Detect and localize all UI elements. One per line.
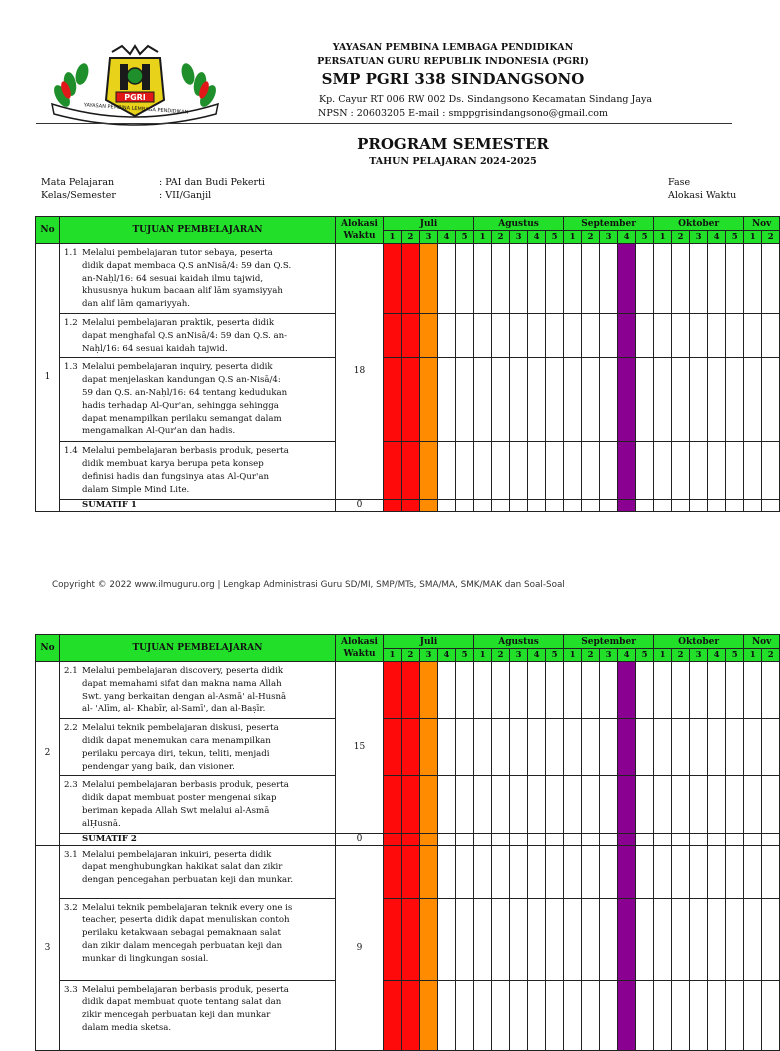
header-month: September [564, 217, 654, 231]
week-cell [744, 776, 762, 833]
tujuan-number: 1.4 [64, 446, 78, 457]
week-cell [726, 833, 744, 845]
week-cell [600, 719, 618, 776]
week-cell [546, 776, 564, 833]
week-cell [600, 898, 618, 980]
school-contact: NPSN : 20603205 E-mail : smppgrisindangsono@gmail.com [318, 108, 608, 119]
tujuan-cell [60, 845, 336, 898]
tujuan-text: Melalui pembelajaran inkuiri, peserta didik dapat menghubungkan hakikat salat dan zikir dengan pencegahan perbuatan keji dan munkar. [82, 849, 294, 886]
week-cell [438, 845, 456, 898]
week-cell [744, 314, 762, 358]
tujuan-cell [60, 898, 336, 980]
header-week: 3 [690, 231, 708, 244]
week-cell [474, 980, 492, 1050]
header-week: 2 [492, 231, 510, 244]
week-cell [636, 898, 654, 980]
week-cell [600, 776, 618, 833]
header-month: Oktober [654, 635, 744, 649]
header-week: 5 [546, 649, 564, 662]
week-cell [420, 833, 438, 845]
sumatif-label: SUMATIF 2 [60, 833, 336, 845]
week-cell [510, 845, 528, 898]
org-line-2: PERSATUAN GURU REPUBLIK INDONESIA (PGRI) [317, 56, 589, 67]
week-cell [744, 833, 762, 845]
week-cell [438, 980, 456, 1050]
mapel-label: Mata Pelajaran [41, 177, 115, 188]
header-month: Juli [384, 217, 474, 231]
week-cell [474, 898, 492, 980]
header-week: 2 [582, 231, 600, 244]
document-subtitle: TAHUN PELAJARAN 2024-2025 [369, 156, 537, 167]
week-cell [600, 845, 618, 898]
header-week: 1 [474, 649, 492, 662]
alokasi-label: Alokasi Waktu [668, 190, 737, 201]
week-cell [510, 898, 528, 980]
week-cell [762, 980, 780, 1050]
header-alokasi: Alokasi Waktu [336, 635, 384, 662]
week-cell [708, 662, 726, 719]
tujuan-cell [60, 980, 336, 1050]
week-cell [510, 662, 528, 719]
week-cell [690, 845, 708, 898]
header-no: No [36, 635, 60, 662]
header-week: 4 [528, 231, 546, 244]
header-month: September [564, 635, 654, 649]
header-week: 3 [420, 649, 438, 662]
week-cell [402, 833, 420, 845]
week-cell [762, 776, 780, 833]
week-cell [474, 719, 492, 776]
alokasi-cell: 18 [336, 244, 384, 500]
tujuan-text: Melalui teknik pembelajaran teknik every one is teacher, peserta didik dapat menuliskan contoh perilaku ketakwaan sebagai pemaknaan salat dan zikir dalam mencegah perbuatan keji dan munkar di lingkungan sosial. [82, 902, 293, 964]
week-cell [582, 845, 600, 898]
header-month: Nov [744, 635, 780, 649]
week-cell [672, 833, 690, 845]
week-cell [546, 719, 564, 776]
header-week: 1 [744, 231, 762, 244]
week-cell [672, 776, 690, 833]
week-cell [690, 898, 708, 980]
week-cell [600, 662, 618, 719]
week-cell [582, 719, 600, 776]
tujuan-text: Melalui pembelajaran praktik, peserta didik dapat menghafal Q.S anNisā/4: 59 dan Q.S. an-Naḥl/16: 64 sesuai kaidah tajwid. [82, 318, 288, 354]
week-cell [384, 719, 402, 776]
header-week: 1 [654, 649, 672, 662]
tujuan-number: 3.3 [64, 984, 78, 995]
week-cell [600, 980, 618, 1050]
header-week: 1 [564, 649, 582, 662]
week-cell [762, 499, 780, 511]
week-cell [492, 980, 510, 1050]
week-cell [420, 845, 438, 898]
week-cell [528, 776, 546, 833]
week-cell [726, 662, 744, 719]
week-cell [510, 719, 528, 776]
week-cell [708, 898, 726, 980]
week-cell [618, 833, 636, 845]
week-cell [762, 719, 780, 776]
table-row [36, 776, 780, 833]
header-week: 2 [402, 231, 420, 244]
alokasi-cell: 15 [336, 662, 384, 834]
header-week: 1 [384, 231, 402, 244]
week-cell [690, 719, 708, 776]
tujuan-number: 1.1 [64, 248, 78, 258]
week-cell [492, 833, 510, 845]
week-cell [564, 719, 582, 776]
week-cell [456, 845, 474, 898]
week-cell [744, 662, 762, 719]
week-cell [654, 662, 672, 719]
week-cell [726, 980, 744, 1050]
header-week: 4 [708, 649, 726, 662]
tujuan-cell [60, 662, 336, 719]
week-cell [618, 719, 636, 776]
week-cell [762, 358, 780, 442]
week-cell [744, 358, 762, 442]
week-cell [492, 662, 510, 719]
table-row [36, 898, 780, 980]
week-cell [546, 833, 564, 845]
week-cell [402, 845, 420, 898]
week-cell [744, 244, 762, 314]
logo-ribbon-text: YAYASAN PEMBINA LEMBAGA PENDIDIKAN [83, 102, 189, 116]
week-cell [636, 980, 654, 1050]
week-cell [672, 662, 690, 719]
week-cell [636, 833, 654, 845]
week-cell [474, 833, 492, 845]
header-week: 3 [420, 231, 438, 244]
week-cell [546, 980, 564, 1050]
tujuan-text: Melalui pembelajaran berbasis produk, peserta didik dapat membuat poster mengenai sikap beriman kepada Allah Swt melalui al-Asmā alḤusnā. [82, 780, 289, 829]
week-cell [600, 833, 618, 845]
header-month: Juli [384, 635, 474, 649]
week-cell [654, 845, 672, 898]
week-cell [744, 719, 762, 776]
week-cell [690, 833, 708, 845]
week-cell [618, 898, 636, 980]
row-number: 2 [36, 662, 60, 846]
week-cell [672, 898, 690, 980]
week-cell [618, 980, 636, 1050]
week-cell [420, 662, 438, 719]
header-month: Agustus [474, 217, 564, 231]
tujuan-text: Melalui pembelajaran berbasis produk, peserta didik dapat membuat quote tentang salat dan zikir mencegah perbuatan keji dan munkar dalam media sketsa. [82, 984, 289, 1033]
week-cell [744, 898, 762, 980]
week-cell [636, 719, 654, 776]
header-week: 5 [546, 231, 564, 244]
header-week: 3 [600, 649, 618, 662]
header-week: 3 [510, 231, 528, 244]
header-week: 2 [672, 231, 690, 244]
header-week: 2 [402, 649, 420, 662]
week-cell [492, 719, 510, 776]
tujuan-text: Melalui pembelajaran inquiry, peserta didik dapat menjelaskan kandungan Q.S an-Nisā/4: 59 dan Q.S. an-Naḥl/16: 64 tentang kedudukan hadis terhadap Al-Qur'an, sehingga sehingga dapat menampilkan perilaku semangat dalam mengamalkan Al-Qur'an dan hadis. [82, 362, 288, 437]
week-cell [564, 833, 582, 845]
week-cell [762, 833, 780, 845]
tujuan-number: 2.1 [64, 666, 78, 676]
week-cell [654, 833, 672, 845]
week-cell [456, 833, 474, 845]
week-cell [744, 845, 762, 898]
tujuan-number: 1.2 [64, 318, 78, 328]
week-cell [744, 980, 762, 1050]
week-cell [762, 244, 780, 314]
week-cell [384, 662, 402, 719]
header-month: Oktober [654, 217, 744, 231]
week-cell [708, 980, 726, 1050]
header-week: 4 [618, 231, 636, 244]
week-cell [654, 980, 672, 1050]
week-cell [726, 719, 744, 776]
week-cell [708, 776, 726, 833]
tujuan-number: 3.2 [64, 902, 78, 913]
week-cell [402, 776, 420, 833]
tujuan-text: Melalui pembelajaran discovery, peserta didik dapat memahami sifat dan makna nama Allah Swt. yang berkaitan dengan al-Asmā' al-Husnā al- 'Alīm, al- Khabīr, al-Samī', dan al-Baṣīr. [82, 666, 287, 715]
week-cell [582, 980, 600, 1050]
week-cell [582, 833, 600, 845]
week-cell [402, 980, 420, 1050]
week-cell [528, 980, 546, 1050]
school-name: SMP PGRI 338 SINDANGSONO [321, 70, 585, 88]
week-cell [492, 776, 510, 833]
row-number: 3 [36, 845, 60, 1050]
header-alokasi: Alokasi Waktu [336, 217, 384, 244]
header-no: No [36, 217, 60, 244]
header-week: 5 [636, 231, 654, 244]
week-cell [456, 776, 474, 833]
header-week: 3 [510, 649, 528, 662]
week-cell [654, 719, 672, 776]
week-cell [510, 833, 528, 845]
header-week: 4 [438, 231, 456, 244]
week-cell [420, 980, 438, 1050]
header-week: 3 [690, 649, 708, 662]
header-week: 2 [492, 649, 510, 662]
week-cell [528, 833, 546, 845]
week-cell [690, 662, 708, 719]
week-cell [384, 898, 402, 980]
week-cell [402, 898, 420, 980]
header-week: 5 [726, 231, 744, 244]
week-cell [636, 776, 654, 833]
week-cell [708, 833, 726, 845]
week-cell [456, 662, 474, 719]
header-week: 4 [708, 231, 726, 244]
header-week: 2 [672, 649, 690, 662]
week-cell [762, 314, 780, 358]
header-week: 1 [474, 231, 492, 244]
week-cell [726, 845, 744, 898]
program-table-2 [35, 634, 780, 1051]
week-cell [528, 845, 546, 898]
header-week: 5 [456, 231, 474, 244]
kelas-value: : VII/Ganjil [159, 190, 212, 201]
header-week: 2 [582, 649, 600, 662]
week-cell [636, 662, 654, 719]
tujuan-text: Melalui teknik pembelajaran diskusi, peserta didik dapat menemukan cara menampilkan perilaku percaya diri, tekun, teliti, menjadi pendengar yang baik, dan visioner. [82, 723, 279, 772]
header-week: 4 [438, 649, 456, 662]
week-cell [726, 898, 744, 980]
week-cell [510, 980, 528, 1050]
tujuan-cell [60, 719, 336, 776]
header-week: 4 [618, 649, 636, 662]
week-cell [420, 898, 438, 980]
header-week: 4 [528, 649, 546, 662]
week-cell [546, 898, 564, 980]
week-cell [708, 845, 726, 898]
week-cell [492, 898, 510, 980]
table-row [36, 845, 780, 898]
week-cell [672, 980, 690, 1050]
week-cell [618, 662, 636, 719]
header-week: 1 [564, 231, 582, 244]
week-cell [564, 898, 582, 980]
fase-label: Fase [668, 177, 691, 188]
row-number: 1 [36, 244, 60, 512]
week-cell [726, 776, 744, 833]
org-line-1: YAYASAN PEMBINA LEMBAGA PENDIDIKAN [332, 42, 574, 53]
kelas-label: Kelas/Semester [41, 190, 116, 201]
week-cell [438, 719, 456, 776]
logo-text: PGRI [124, 93, 146, 102]
week-cell [528, 719, 546, 776]
copyright-footer: Copyright © 2022 www.ilmuguru.org | Lengkap Administrasi Guru SD/MI, SMP/MTs, SMA/MA, SMK/MAK dan Soal-Soal [52, 580, 565, 590]
week-cell [582, 662, 600, 719]
week-cell [456, 898, 474, 980]
week-cell [744, 499, 762, 511]
week-cell [762, 845, 780, 898]
table-row [36, 662, 780, 719]
week-cell [420, 719, 438, 776]
week-cell [690, 776, 708, 833]
week-cell [564, 776, 582, 833]
week-cell [384, 833, 402, 845]
week-cell [564, 662, 582, 719]
week-cell [402, 719, 420, 776]
tujuan-number: 2.2 [64, 723, 78, 734]
week-cell [762, 442, 780, 499]
week-cell [762, 898, 780, 980]
week-cell [546, 845, 564, 898]
week-cell [618, 845, 636, 898]
header-week: 2 [762, 649, 780, 662]
tujuan-number: 3.1 [64, 849, 78, 860]
week-cell [528, 898, 546, 980]
week-cell [582, 898, 600, 980]
header-month: Agustus [474, 635, 564, 649]
sumatif-value: 0 [336, 833, 384, 845]
header-week: 3 [600, 231, 618, 244]
week-cell [762, 662, 780, 719]
week-cell [582, 776, 600, 833]
tujuan-cell [60, 776, 336, 833]
week-cell [420, 776, 438, 833]
week-cell [654, 898, 672, 980]
alokasi-cell: 9 [336, 845, 384, 1050]
header-week: 1 [744, 649, 762, 662]
week-cell [402, 662, 420, 719]
week-cell [474, 662, 492, 719]
week-cell [384, 776, 402, 833]
mapel-value: : PAI dan Budi Pekerti [159, 177, 265, 188]
sumatif-row [36, 833, 780, 845]
week-cell [474, 845, 492, 898]
sumatif-label: SUMATIF 1 [60, 499, 336, 511]
week-cell [474, 776, 492, 833]
week-cell [456, 980, 474, 1050]
week-cell [528, 662, 546, 719]
week-cell [546, 662, 564, 719]
tujuan-number: 2.3 [64, 780, 78, 791]
tujuan-text: Melalui pembelajaran berbasis produk, peserta didik membuat karya berupa peta konsep definisi hadis dan fungsinya atas Al-Qur'an dalam Simple Mind Lite. [82, 446, 289, 495]
week-cell [654, 776, 672, 833]
header-month: Nov [744, 217, 780, 231]
header-week: 5 [636, 649, 654, 662]
week-cell [636, 845, 654, 898]
week-cell [744, 442, 762, 499]
week-cell [438, 833, 456, 845]
week-cell [456, 719, 474, 776]
header-week: 5 [456, 649, 474, 662]
week-cell [510, 776, 528, 833]
table-row [36, 980, 780, 1050]
week-cell [492, 845, 510, 898]
week-cell [438, 662, 456, 719]
school-address: Kp. Cayur RT 006 RW 002 Ds. Sindangsono Kecamatan Sindang Jaya [319, 94, 653, 105]
week-cell [618, 776, 636, 833]
sumatif-value: 0 [336, 499, 384, 511]
week-cell [384, 980, 402, 1050]
week-cell [384, 845, 402, 898]
week-cell [564, 980, 582, 1050]
week-cell [564, 845, 582, 898]
week-cell [672, 845, 690, 898]
week-cell [690, 980, 708, 1050]
week-cell [438, 776, 456, 833]
week-cell [672, 719, 690, 776]
table-row [36, 719, 780, 776]
header-week: 2 [762, 231, 780, 244]
header-week: 5 [726, 649, 744, 662]
header-tujuan: TUJUAN PEMBELAJARAN [60, 635, 336, 662]
week-cell [438, 898, 456, 980]
tujuan-number: 1.3 [64, 362, 78, 373]
header-week: 1 [654, 231, 672, 244]
tujuan-text: Melalui pembelajaran tutor sebaya, peserta didik dapat membaca Q.S anNisā/4: 59 dan Q.S. an-Naḥl/16: 64 sesuai kaidah ilmu tajwid, khususnya hukum bacaan alif lām syamsiyyah dan alif lām qamariyyah. [82, 248, 292, 310]
week-cell [708, 719, 726, 776]
document-title: PROGRAM SEMESTER [357, 135, 549, 153]
header-week: 1 [384, 649, 402, 662]
header-tujuan: TUJUAN PEMBELAJARAN [60, 217, 336, 244]
